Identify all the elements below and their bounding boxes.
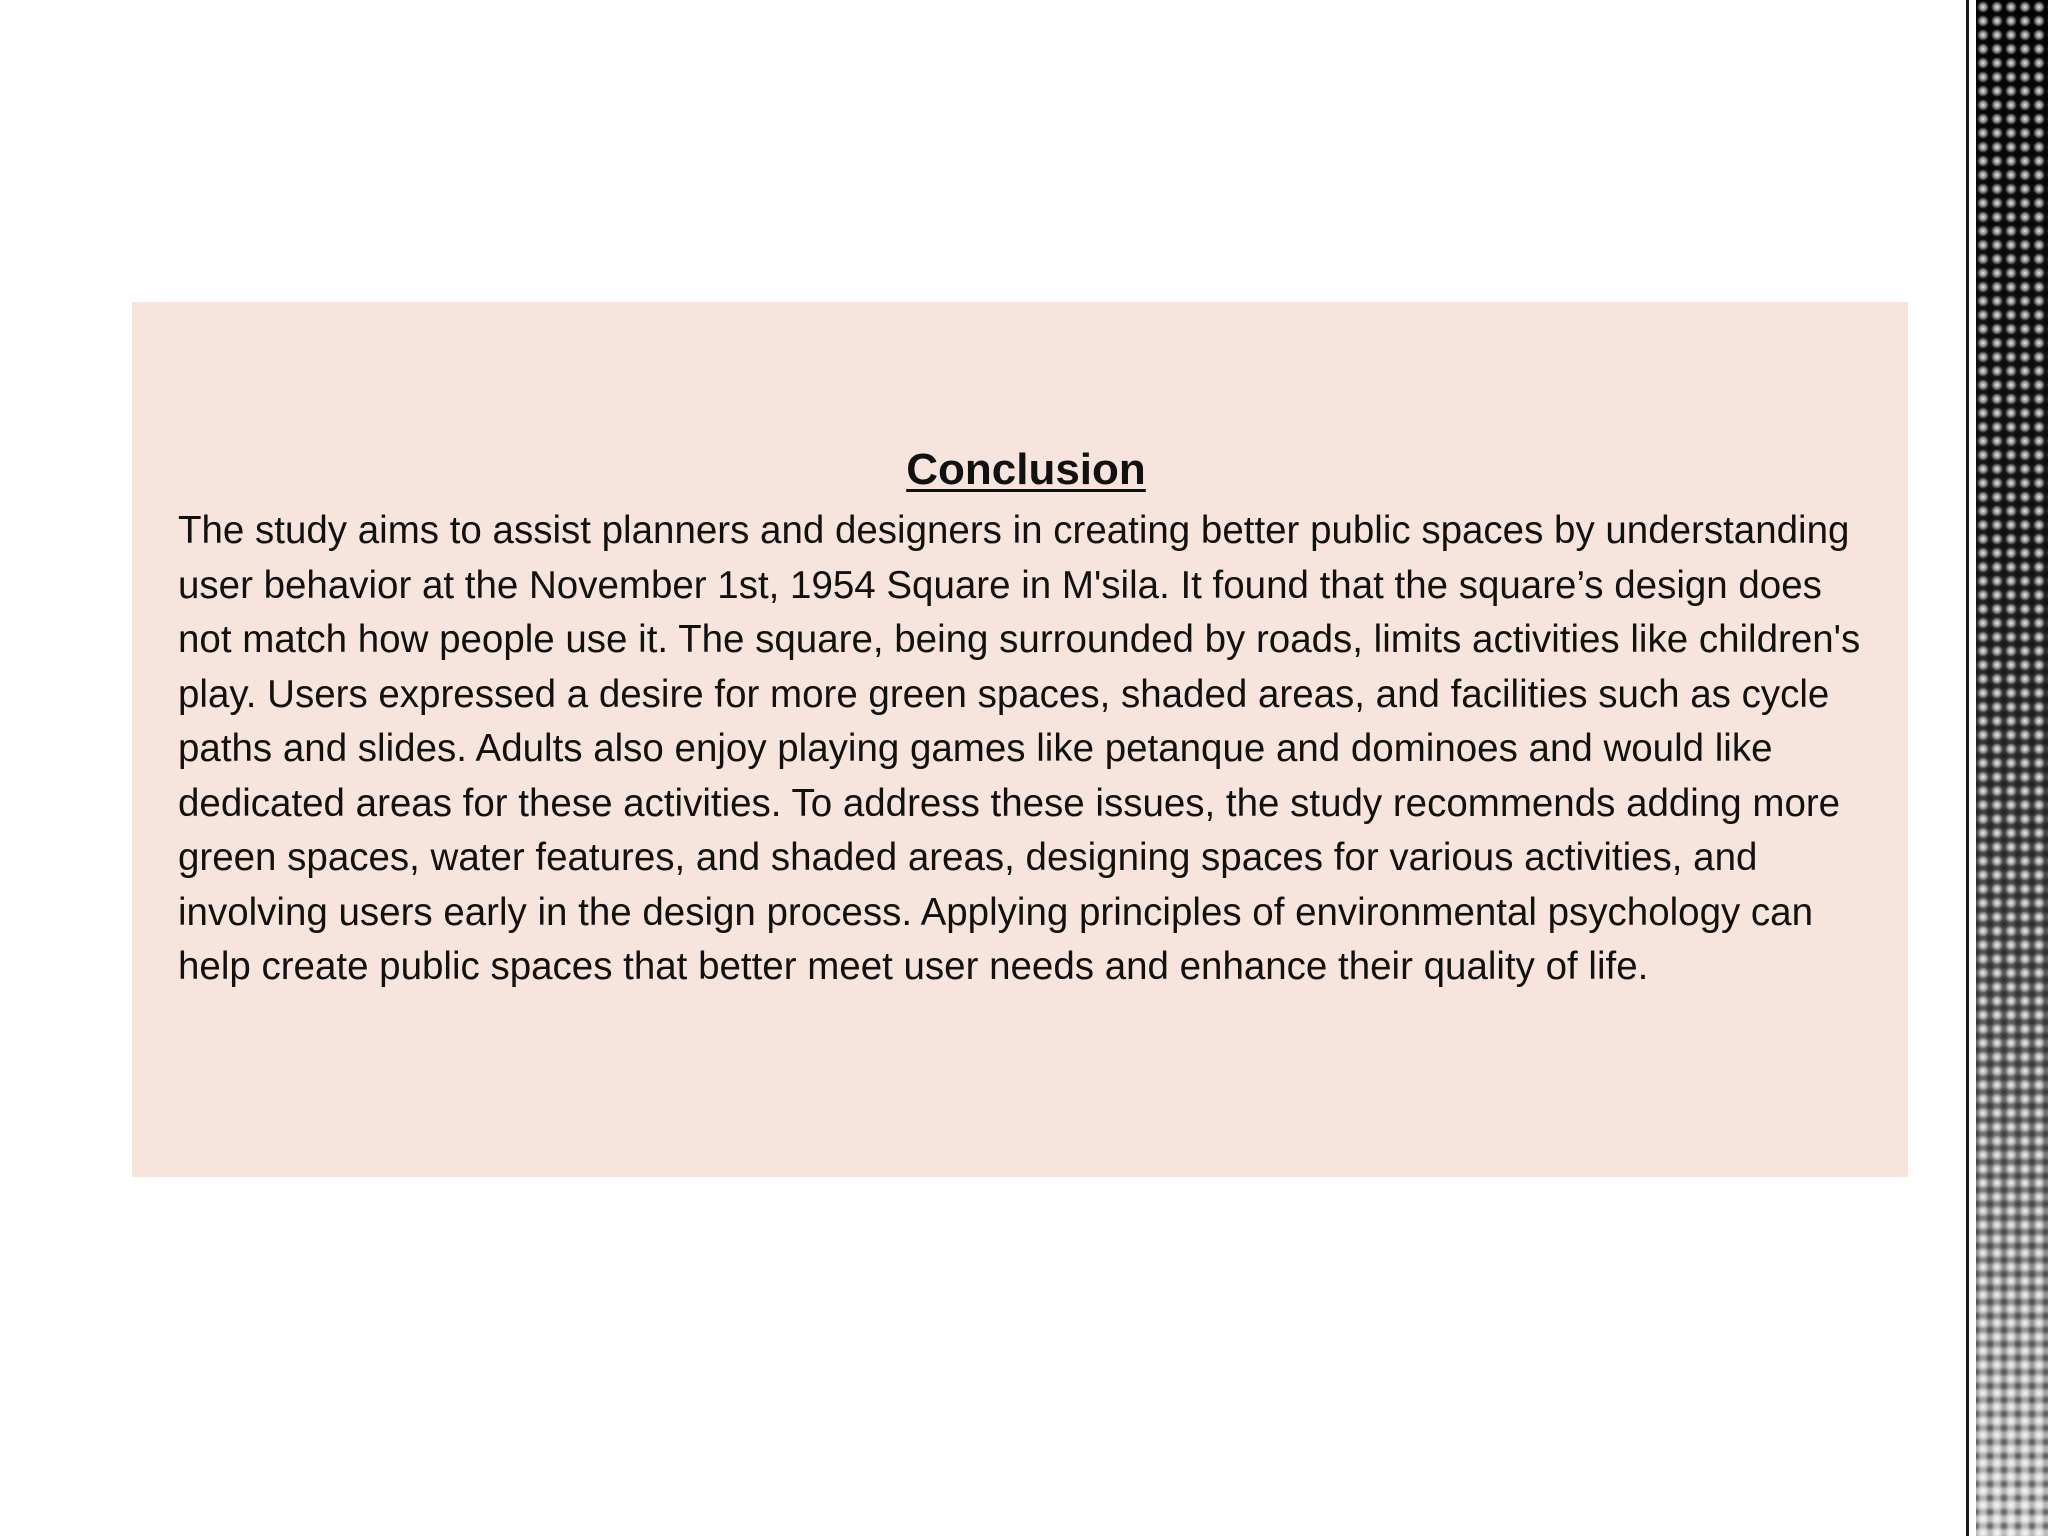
conclusion-body-text: The study aims to assist planners and designers in creating better public spaces by understanding user behavior at the November 1st, 1954 Square in M'sila. It found that the square’s design does not match how people use it. The square, being surrounded by roads, limits activities like children's play. Users expressed a desire for more green spaces, shaded areas, and facilities such as cycle paths and slides. Adults also enjoy playing games like petanque and dominoes and would like dedicated areas for these activities. To address these issues, the study recommends adding more green spaces, water features, and shaded areas, designing spaces for various activities, and involving users early in the design process. Applying principles of environmental psychology can help create public spaces that better meet user needs and enhance their quality of life. — [178, 509, 1861, 988]
conclusion-box — [132, 302, 1908, 1177]
conclusion-heading: Conclusion — [906, 445, 1146, 494]
decorative-dot-pattern-overlay — [1976, 0, 2048, 1536]
decorative-rule-gap — [1969, 0, 1976, 1536]
